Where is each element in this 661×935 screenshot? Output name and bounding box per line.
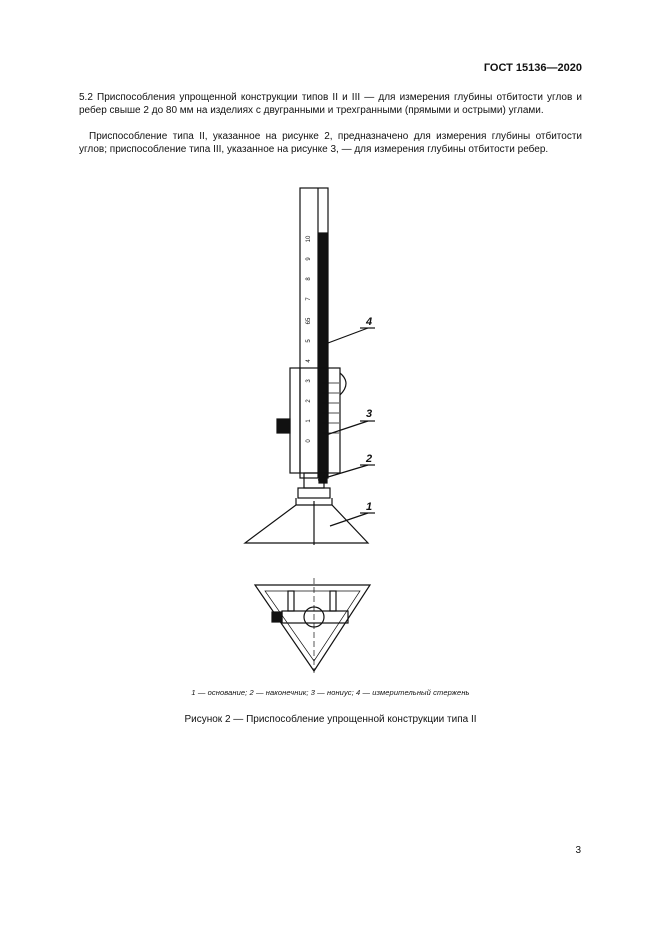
knob-right bbox=[340, 373, 346, 395]
plan-bar bbox=[282, 611, 348, 623]
figure-legend: 1 — основание; 2 — наконечник; 3 — нониус; 4 — измерительный стержень bbox=[191, 688, 470, 697]
vernier-housing bbox=[290, 368, 340, 473]
scale-strip bbox=[319, 233, 327, 483]
base bbox=[245, 505, 368, 543]
scale-label: 1 bbox=[306, 419, 312, 423]
base-plan-view bbox=[255, 585, 370, 671]
scale-label: 3 bbox=[306, 379, 312, 383]
clamp-screw bbox=[277, 419, 290, 433]
scale-label: 9 bbox=[306, 257, 312, 261]
scale-label: 8 bbox=[306, 277, 312, 281]
figure-2-drawing bbox=[240, 183, 420, 678]
scale-label: 10 bbox=[306, 235, 312, 243]
callout-3: 3 bbox=[366, 408, 373, 420]
scale-label: 4 bbox=[306, 359, 312, 363]
callout-4: 4 bbox=[366, 316, 373, 328]
paragraph-5-2: 5.2 Приспособления упрощенной конструкции типов II и III — для измерения глубины отбитости углов и ребер свыше 2 до 80 мм на изделиях с двугранными и трехгранными (прямыми и острыми) углами. bbox=[79, 92, 582, 116]
paragraph-type-ii-iii: Приспособление типа II, указанное на рисунке 2, предназначено для измерения глубины отбитости углов; приспособление типа III, указанное на рисунке 3, — для измерения глубины отбитости ребер. bbox=[79, 131, 582, 155]
scale-label: 5 bbox=[306, 339, 312, 343]
callout-2: 2 bbox=[366, 453, 373, 465]
scale-label: 0 bbox=[306, 439, 312, 443]
page-number: 3 bbox=[575, 845, 581, 856]
scale-label: 65 bbox=[306, 317, 312, 325]
figure-caption: Рисунок 2 — Приспособление упрощенной конструкции типа II bbox=[184, 714, 477, 725]
callout-1: 1 bbox=[366, 501, 373, 513]
scale-label: 7 bbox=[306, 297, 312, 301]
standard-number: ГОСТ 15136—2020 bbox=[483, 62, 582, 74]
scale-label: 2 bbox=[306, 399, 312, 403]
